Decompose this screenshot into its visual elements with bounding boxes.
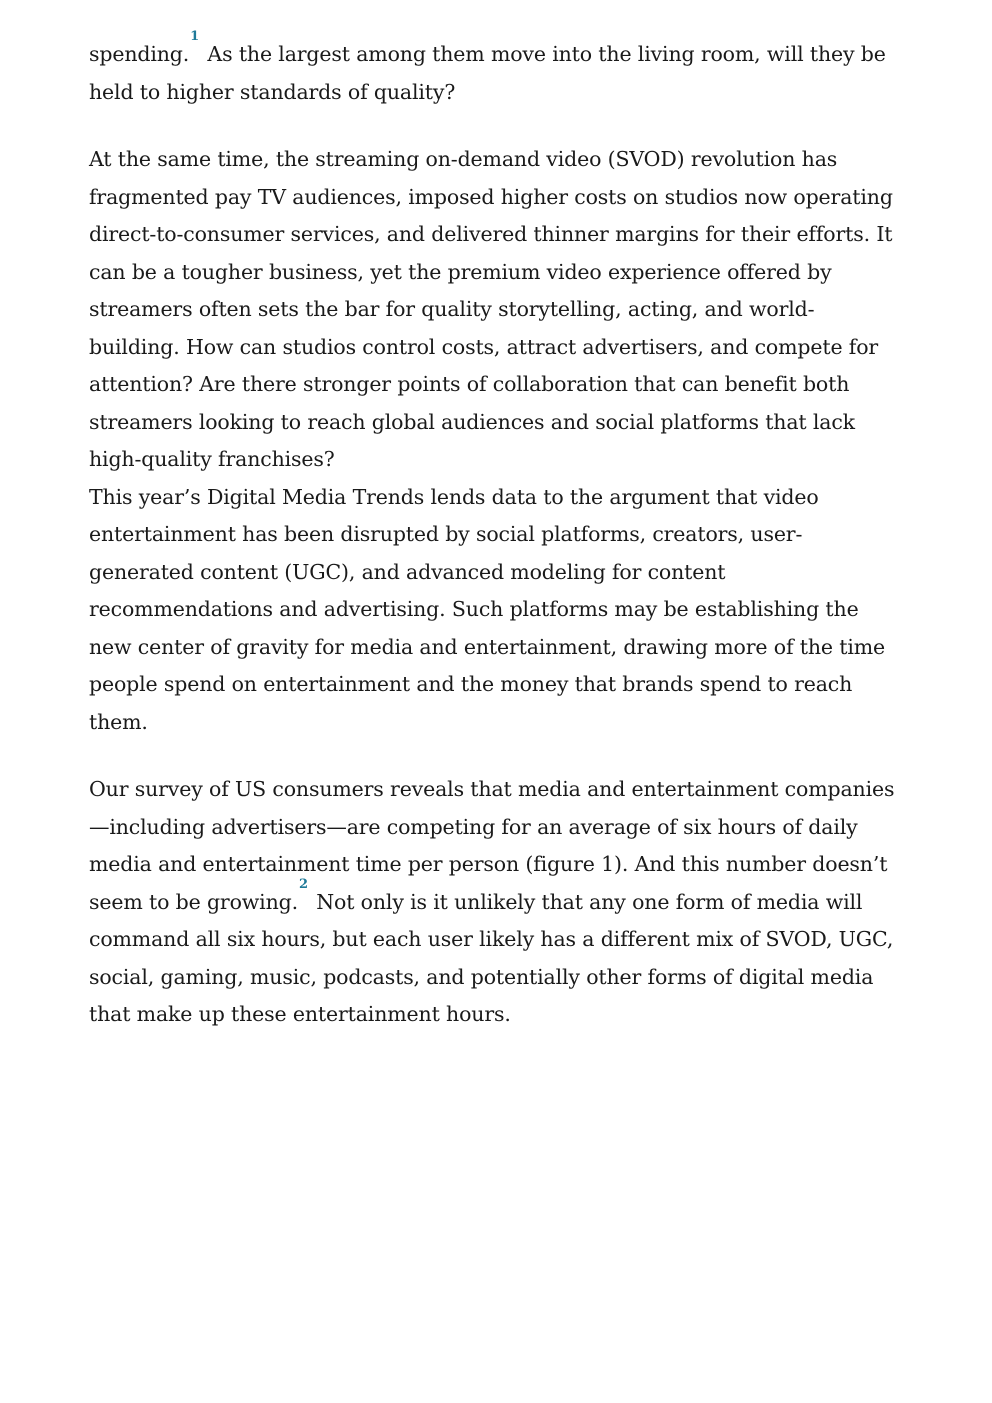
paragraph-survey-results (89, 771, 904, 1034)
paragraph-text: Not only is it unlikely that any one form of media will command all six hours, but each user likely has a different mix of SVOD, UGC, social, gaming, music, podcasts, and potentially other forms of digital media that make up these entertainment hours. (89, 889, 894, 1026)
paragraph-text: spending. (89, 42, 190, 66)
footnote-link-2[interactable]: 2 (298, 876, 308, 892)
paragraph-text: As the largest among them move into the living room, will they be held to higher standards of quality? (89, 42, 886, 104)
document-page (89, 29, 904, 1064)
paragraph-svod-revolution: At the same time, the streaming on-demand video (SVOD) revolution has fragmented pay TV audiences, imposed higher costs on studios now operating direct-to-consumer services, and delivered thinner margins for their efforts. It can be a tougher business, yet the premium video experience offered by streamers often sets the bar for quality storytelling, acting, and world-building. How can studios control costs, attract advertisers, and compete for attention? Are there stronger points of collaboration that can benefit both streamers looking to reach global audiences and social platforms that lack high-quality franchises? (89, 147, 893, 471)
paragraph-text: Our survey of US consumers reveals that media and entertainment companies—including advertisers—are competing for an average of six hours of daily media and entertainment time per person (figure 1). And this number doesn’t seem to be growing. (89, 777, 895, 914)
paragraph-living-room (89, 29, 904, 111)
footnote-link-1[interactable]: 1 (190, 29, 200, 44)
paragraph-digital-media-trends: This year’s Digital Media Trends lends data to the argument that video entertainment has been disrupted by social platforms, creators, user-generated content (UGC), and advanced modeling for content recommendations and advertising. Such platforms may be establishing the new center of gravity for media and entertainment, drawing more of the time people spend on entertainment and the money that brands spend to reach them. (89, 484, 885, 734)
